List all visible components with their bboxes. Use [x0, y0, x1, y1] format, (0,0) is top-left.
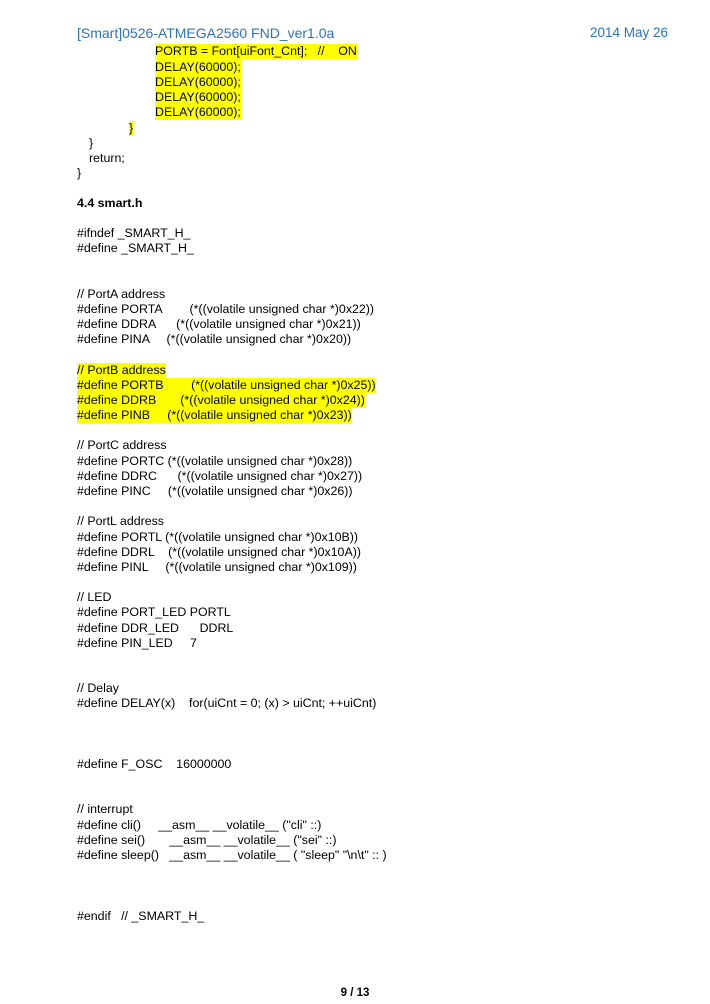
code-line: PORTB = Font[uiFont_Cnt]; // ON — [155, 44, 357, 58]
code-line: #define DDR_LED DDRL — [77, 621, 234, 635]
code-line: #define PORTA (*((volatile unsigned char *)0x22)) — [77, 302, 375, 316]
code-line: #define PORTB (*((volatile unsigned char *)0x25)) — [77, 378, 376, 392]
document-date: 2014 May 26 — [589, 25, 668, 40]
code-line: #define DDRB (*((volatile unsigned char *)0x24)) — [77, 393, 365, 407]
code-line: #define sei() __asm__ __volatile__ ("sei" ::) — [77, 833, 337, 847]
code-line: #define PINB (*((volatile unsigned char *)0x23)) — [77, 408, 352, 422]
code-line: } — [77, 166, 82, 180]
code-line: return; — [89, 151, 125, 165]
code-line: #define DDRA (*((volatile unsigned char *)0x21)) — [77, 317, 361, 331]
code-line: #define DDRC (*((volatile unsigned char *)0x27)) — [77, 469, 363, 483]
code-line: } — [129, 121, 134, 135]
code-comment: // Delay — [77, 681, 120, 695]
code-line: #define sleep() __asm__ __volatile__ ( "sleep" "\n\t" :: ) — [77, 848, 387, 862]
code-line: #define PORTL (*((volatile unsigned char *)0x10B)) — [77, 530, 358, 544]
code-line: DELAY(60000); — [155, 75, 241, 89]
code-line: DELAY(60000); — [155, 90, 241, 104]
code-line: #define PINL (*((volatile unsigned char *)0x109)) — [77, 560, 357, 574]
section-heading: 4.4 smart.h — [77, 196, 143, 210]
page-number: 9 / 13 — [340, 987, 370, 999]
code-line: #define PORT_LED PORTL — [77, 605, 231, 619]
code-line: #define DDRL (*((volatile unsigned char *)0x10A)) — [77, 545, 361, 559]
code-line: #define PIN_LED 7 — [77, 636, 197, 650]
code-line: #ifndef _SMART_H_ — [77, 226, 191, 240]
code-comment: // PortC address — [77, 438, 167, 452]
code-line: #define PINC (*((volatile unsigned char *)0x26)) — [77, 484, 353, 498]
code-line: #define _SMART_H_ — [77, 241, 194, 255]
code-line: #define F_OSC 16000000 — [77, 757, 232, 771]
code-line: DELAY(60000); — [155, 60, 241, 74]
code-comment: // PortL address — [77, 514, 165, 528]
code-comment: // LED — [77, 590, 112, 604]
code-comment: // interrupt — [77, 802, 133, 816]
code-line: #define PINA (*((volatile unsigned char *)0x20)) — [77, 332, 352, 346]
code-line: #define PORTC (*((volatile unsigned char *)0x28)) — [77, 454, 353, 468]
code-comment: // PortB address — [77, 363, 166, 377]
code-line: #endif // _SMART_H_ — [77, 909, 205, 923]
code-comment: // PortA address — [77, 287, 166, 301]
code-line: } — [89, 136, 94, 150]
code-line: #define DELAY(x) for(uiCnt = 0; (x) > uiCnt; ++uiCnt) — [77, 696, 377, 710]
code-line: #define cli() __asm__ __volatile__ ("cli" ::) — [77, 818, 322, 832]
document-title: [Smart]0526-ATMEGA2560 FND_ver1.0a — [77, 25, 335, 41]
code-line: DELAY(60000); — [155, 105, 241, 119]
